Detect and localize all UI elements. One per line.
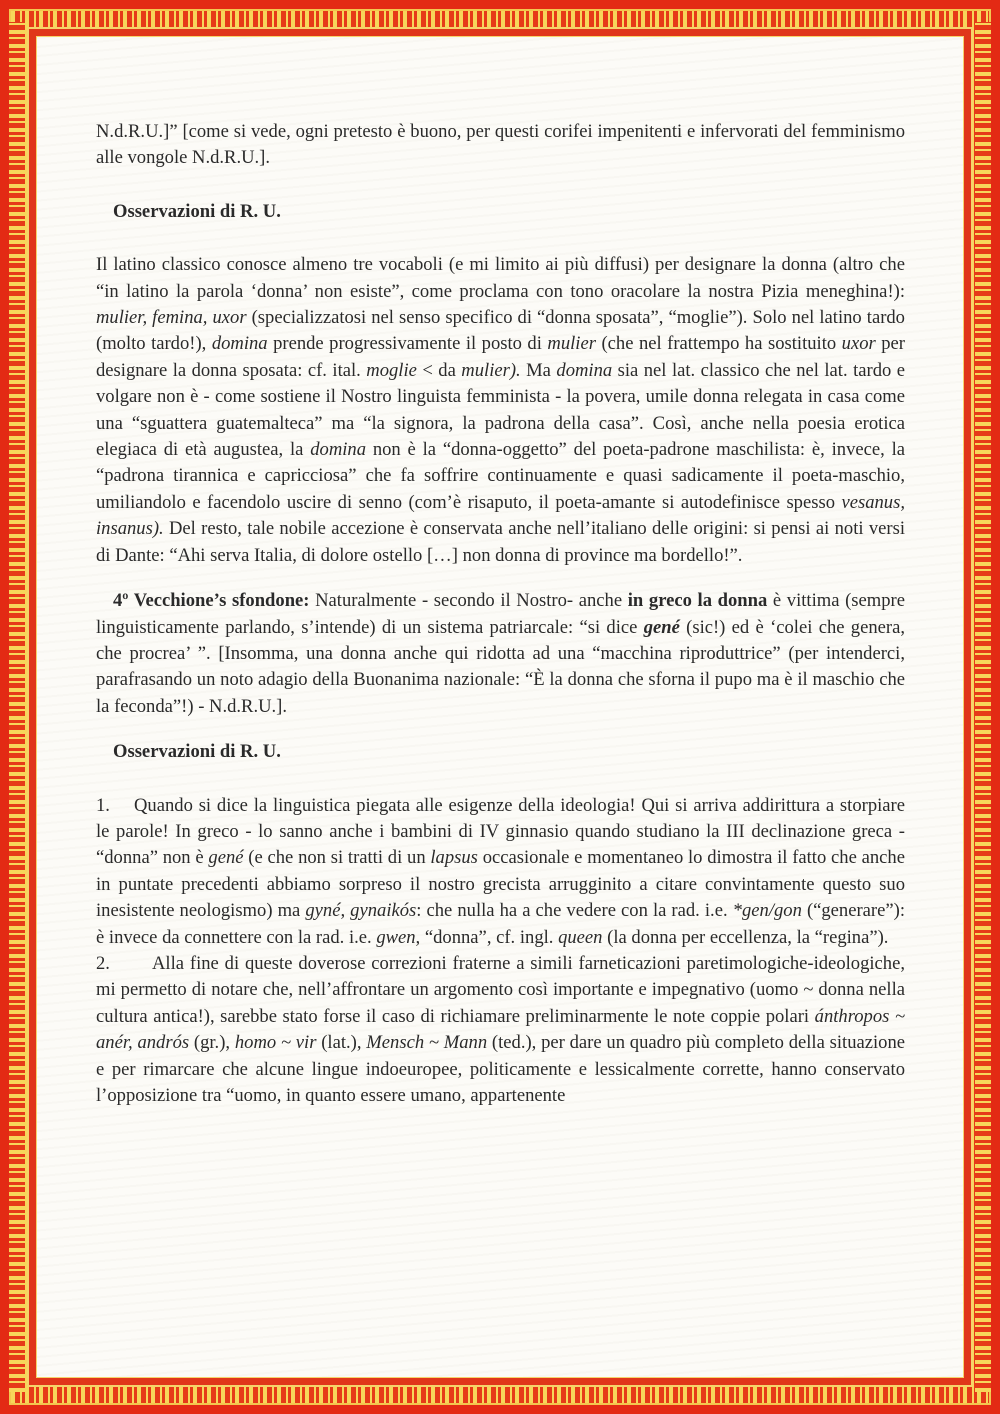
- greek-key-border-left: [9, 22, 25, 1392]
- section-heading: Osservazioni di R. U.: [113, 200, 281, 222]
- paragraph-vecchione-sfondone: 4º Vecchione’s sfondone: Naturalmente - secondo il Nostro- anche in greco la donna è vittima (sempre linguisticamente parlando, s’intende) di un sistema patriarcale: “si dice gené (sic!) ed è ‘colei che genera, che procrea’ ”. [Insomma, una donna anche qui ridotta ad una “macchina riproduttrice” (per intenderci, parafrasando un noto adagio della Buonanima nazionale: “È la donna che sforna il pupo ma è il maschio che la feconda”!) - N.d.R.U.].: [96, 590, 905, 717]
- list-item: 1. Quando si dice la linguistica piegata alle esigenze della ideologia! Qui si arriva addirittura a storpiare le parole! In greco - lo sanno anche i bambini di IV ginnasio quando studiano la III declinazione greca - “donna” non è gené (e che non si tratti di un lapsus occasionale e momentaneo lo dimostra il fatto che anche in puntate precedenti abbiamo sorpreso il nostro grecista arrugginito a citare convintamente questo suo inesistente neologismo) ma gyné, gynaikós: che nulla ha a che vedere con la rad. i.e. *gen/gon (“generare”): è invece da connettere con la rad. i.e. gwen, “donna”, cf. ingl. queen (la donna per eccellenza, la “regina”).: [96, 794, 905, 948]
- list-item: 2. Alla fine di queste doverose correzioni fraterne a simili farneticazioni paretimologiche-ideologiche, mi permetto di notare che, nell’affrontare un argomento così importante e impegnativo (uomo ~ donna nella cultura antica!), sarebbe stato forse il caso di richiamare preliminarmente le note coppie polari ánthropos ~ anér, andrós (gr.), homo ~ vir (lat.), Mensch ~ Mann (ted.), per dare un quadro più completo della situazione e per rimarcare che alcune lingue indoeuropee, politicamente e lessicalmente corrette, hanno conservato l’opposizione tra “uomo, in quanto essere umano, appartenente: [96, 952, 906, 1106]
- page-text: [96, 119, 905, 1109]
- intro-paragraph: N.d.R.U.]” [come si vede, ogni pretesto è buono, per questi corifei impenitenti e infervorati del femminismo alle vongole N.d.R.U.].: [96, 121, 905, 169]
- greek-key-border-right: [975, 22, 991, 1392]
- paragraph-latin-donna: Il latino classico conosce almeno tre vocaboli (e mi limito ai più diffusi) per designare la donna (altro che “in latino la parola ‘donna’ non esiste”, come proclama con tono oracolare la nostra Pizia meneghina!): mulier, femina, uxor (specializzatosi nel senso specifico di “donna sposata”, “moglie”). Solo nel latino tardo (molto tardo!), domina prende progressivamente il posto di mulier (che nel frattempo ha sostituito uxor per designare la donna sposata: cf. ital. moglie < da mulier). Ma domina sia nel lat. classico che nel lat. tardo e volgare non è - come sostiene il Nostro linguista femminista - la povera, umile donna relegata in casa come una “sguattera guatemalteca” ma “la signora, la padrona della casa”. Così, anche nella poesia erotica elegiaca di età augustea, la domina non è la “donna-oggetto” del poeta-padrone maschilista: è, invece, la “padrona tirannica e capricciosa” che fa soffrire continuamente e quasi sadicamente il poeta-maschio, umiliandolo e facendolo uscire di senno (com’è risaputo, il poeta-amante si autodefinisce spesso vesanus, insanus). Del resto, tale nobile accezione è conservata anche nell’italiano delle origini: si pensi ai noti versi di Dante: “Ahi serva Italia, di dolore ostello […] non donna di province ma bordello!”.: [96, 254, 906, 566]
- section-heading: Osservazioni di R. U.: [113, 741, 281, 763]
